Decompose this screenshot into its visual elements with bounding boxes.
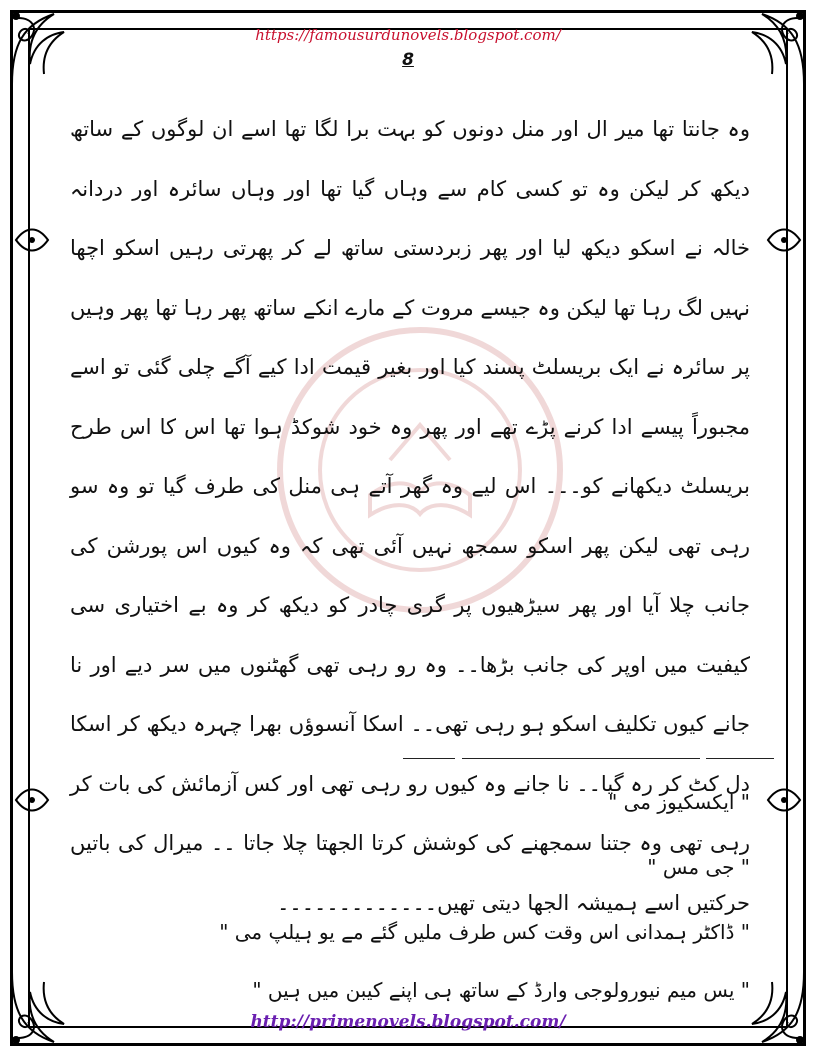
dialogue-line: " جی مس " [647, 855, 750, 879]
footer-url[interactable]: http://primenovels.blogspot.com/ [250, 1012, 566, 1032]
corner-ornament-top-right [722, 4, 812, 94]
page-number: 8 [402, 50, 414, 70]
dialogue-line: " ڈاکٹر ہمدانی اس وقت کس طرف ملیں گئے مے یو ہیلپ می " [219, 920, 750, 944]
scene-separator-short [403, 758, 455, 759]
header-url[interactable]: https://famousurdunovels.blogspot.com/ [255, 26, 561, 44]
edge-ornament-left-upper [12, 220, 52, 260]
scene-separator-long [462, 758, 700, 759]
scene-separator-right [706, 758, 774, 759]
edge-ornament-left-lower [12, 780, 52, 820]
edge-ornament-right-lower [764, 780, 804, 820]
story-paragraph: وہ جانتا تھا میر ال اور منل دونوں کو بہت برا لگا تھا اسے ان لوگوں کے ساتھ دیکھ کر لیکن وہ تو کسی کام سے وہاں گیا تھا اور وہاں سائرہ اور دردانہ خالہ نے اسکو دیکھ لیا اور پھر زبردستی ساتھ لے کر پھرتی رہیں اسکو اچھا نہیں لگ رہا تھا لیکن وہ جیسے مروت کے مارے انکے ساتھ پھر رہا تھا پھر وہیں پر سائرہ نے ایک بریسلٹ پسند کیا اور بغیر قیمت ادا کیے آگے چلی گئی تو اسے مجبوراً پیسے ادا کرنے پڑے تھے اور پھر وہ خود شوکڈ ہوا تھا اس کا اس طرح بریسلٹ دیکھانے کو۔۔۔ اس لیے وہ گھر آتے ہی منل کی طرف گیا تو وہ سو رہی تھی لیکن پھر اسکو سمجھ نہیں آئی تھی کہ وہ کیوں اس پورشن کی جانب چلا آیا اور پھر سیڑھیوں پر گری چادر کو دیکھ کر وہ بے اختیاری سی کیفیت میں اوپر کی جانب بڑھا۔۔ وہ رو رہی تھی گھٹنوں میں سر دیے اور نا جانے کیوں تکلیف اسکو ہو رہی تھی۔۔ اسکا آنسوؤں بھرا چہرہ دیکھ کر اسکا دل کٹ کر رہ گیا۔۔ نا جانے وہ کیوں رو رہی تھی اور کس آزمائش کی بات کر رہی تھی وہ جتنا سمجھنے کی کوشش کرتا الجھتا چلا جاتا ۔۔ میرال کی باتیں حرکتیں اسے ہمیشہ الجھا دیتی تھیں۔۔۔۔۔۔۔۔۔۔۔۔۔ [70, 117, 750, 915]
dialogue-line: " ایکسکیوز می " [608, 790, 750, 814]
corner-ornament-bottom-right [722, 962, 812, 1052]
edge-ornament-right-upper [764, 220, 804, 260]
corner-ornament-top-left [4, 4, 94, 94]
corner-ornament-bottom-left [4, 962, 94, 1052]
dialogue-line: " یس میم نیورولوجی وارڈ کے ساتھ ہی اپنے کیبن میں ہیں " [252, 978, 750, 1002]
